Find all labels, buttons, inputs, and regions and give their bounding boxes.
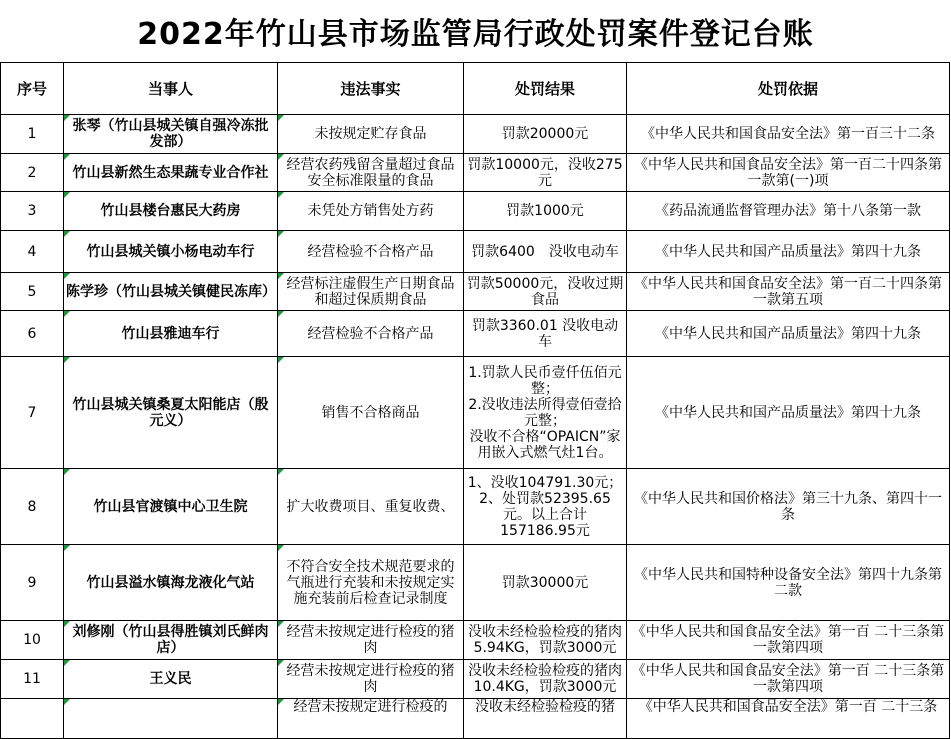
basis-cell: 《中华人民共和国产品质量法》第四十九条 <box>627 231 950 273</box>
table-row <box>1 115 950 154</box>
basis-cell: 《药品流通监督管理办法》第十八条第一款 <box>627 192 950 231</box>
result-cell: 没收未经检验检疫的猪 <box>464 699 627 739</box>
row-index <box>1 699 64 739</box>
fact-cell: 经营未按规定进行检疫的猪肉 <box>278 660 464 699</box>
penalty-ledger-table <box>0 62 950 739</box>
result-cell: 罚款10000元，没收275元 <box>464 154 627 192</box>
table-row <box>1 357 950 469</box>
fact-cell: 经营标注虚假生产日期食品和超过保质期食品 <box>278 273 464 311</box>
table-row <box>1 154 950 192</box>
column-header-party: 当事人 <box>64 63 278 115</box>
fact-cell: 扩大收费项目、重复收费、 <box>278 469 464 545</box>
result-cell: 罚款6400 没收电动车 <box>464 231 627 273</box>
table-row <box>1 192 950 231</box>
basis-cell: 《中华人民共和国食品安全法》第一百二十四条第一款第五项 <box>627 273 950 311</box>
party-cell: 竹山县新然生态果蔬专业合作社 <box>64 154 278 192</box>
result-cell: 没收未经检验检疫的猪肉5.94KG，罚款3000元 <box>464 621 627 660</box>
fact-cell: 经营农药残留含量超过食品安全标准限量的食品 <box>278 154 464 192</box>
party-cell: 竹山县官渡镇中心卫生院 <box>64 469 278 545</box>
row-index: 9 <box>1 545 64 621</box>
party-cell <box>64 699 278 739</box>
result-cell: 罚款3360.01 没收电动车 <box>464 311 627 357</box>
row-index: 3 <box>1 192 64 231</box>
table-row <box>1 660 950 699</box>
result-cell: 1.罚款人民币壹仟伍佰元整； 2.没收违法所得壹佰壹拾元整； 没收不合格“OPAICN”家用嵌入式燃气灶1台。 <box>464 357 627 469</box>
table-row <box>1 545 950 621</box>
party-cell: 张琴（竹山县城关镇自强冷冻批发部） <box>64 115 278 154</box>
basis-cell: 《中华人民共和国特种设备安全法》第四十九条第二款 <box>627 545 950 621</box>
basis-cell: 《中华人民共和国产品质量法》第四十九条 <box>627 311 950 357</box>
table-row <box>1 699 950 739</box>
column-header-fact: 违法事实 <box>278 63 464 115</box>
table-row <box>1 621 950 660</box>
page-title: 2022年竹山县市场监管局行政处罚案件登记台账 <box>137 17 814 52</box>
row-index: 11 <box>1 660 64 699</box>
row-index: 1 <box>1 115 64 154</box>
column-header-basis: 处罚依据 <box>627 63 950 115</box>
row-index: 6 <box>1 311 64 357</box>
table-row <box>1 273 950 311</box>
row-index: 10 <box>1 621 64 660</box>
fact-cell: 经营未按规定进行检疫的猪肉 <box>278 621 464 660</box>
party-cell: 竹山县溢水镇海龙液化气站 <box>64 545 278 621</box>
table-row <box>1 469 950 545</box>
party-cell: 陈学珍（竹山县城关镇健民冻库） <box>64 273 278 311</box>
table-row <box>1 311 950 357</box>
row-index: 8 <box>1 469 64 545</box>
party-cell: 竹山县城关镇小杨电动车行 <box>64 231 278 273</box>
basis-cell: 《中华人民共和国价格法》第三十九条、第四十一条 <box>627 469 950 545</box>
result-cell: 罚款50000元，没收过期食品 <box>464 273 627 311</box>
fact-cell: 未按规定贮存食品 <box>278 115 464 154</box>
result-cell: 罚款20000元 <box>464 115 627 154</box>
result-cell: 1、没收104791.30元；2、处罚款52395.65元。以上合计157186.95元 <box>464 469 627 545</box>
result-cell: 罚款1000元 <box>464 192 627 231</box>
basis-cell: 《中华人民共和国食品安全法》第一百三十二条 <box>627 115 950 154</box>
result-cell: 罚款30000元 <box>464 545 627 621</box>
result-cell: 没收未经检验检疫的猪肉10.4KG，罚款3000元 <box>464 660 627 699</box>
fact-cell: 经营检验不合格产品 <box>278 311 464 357</box>
basis-cell: 《中华人民共和国食品安全法》第一百 二十三条第一款第四项 <box>627 660 950 699</box>
row-index: 2 <box>1 154 64 192</box>
basis-cell: 《中华人民共和国食品安全法》第一百二十四条第一款第(一)项 <box>627 154 950 192</box>
basis-cell: 《中华人民共和国产品质量法》第四十九条 <box>627 357 950 469</box>
basis-cell: 《中华人民共和国食品安全法》第一百 二十三条第一款第四项 <box>627 621 950 660</box>
table-row <box>1 231 950 273</box>
column-header-result: 处罚结果 <box>464 63 627 115</box>
fact-cell: 经营未按规定进行检疫的 <box>278 699 464 739</box>
fact-cell: 销售不合格商品 <box>278 357 464 469</box>
column-header-index: 序号 <box>1 63 64 115</box>
party-cell: 竹山县楼台惠民大药房 <box>64 192 278 231</box>
table-header-row <box>1 63 950 115</box>
fact-cell: 未凭处方销售处方药 <box>278 192 464 231</box>
party-cell: 王义民 <box>64 660 278 699</box>
fact-cell: 不符合安全技术规范要求的气瓶进行充装和未按规定实施充装前后检查记录制度 <box>278 545 464 621</box>
party-cell: 竹山县雅迪车行 <box>64 311 278 357</box>
party-cell: 竹山县城关镇桑夏太阳能店（殷元义） <box>64 357 278 469</box>
row-index: 4 <box>1 231 64 273</box>
basis-cell: 《中华人民共和国食品安全法》第一百 二十三条 <box>627 699 950 739</box>
party-cell: 刘修刚（竹山县得胜镇刘氏鲜肉店） <box>64 621 278 660</box>
row-index: 5 <box>1 273 64 311</box>
fact-cell: 经营检验不合格产品 <box>278 231 464 273</box>
row-index: 7 <box>1 357 64 469</box>
